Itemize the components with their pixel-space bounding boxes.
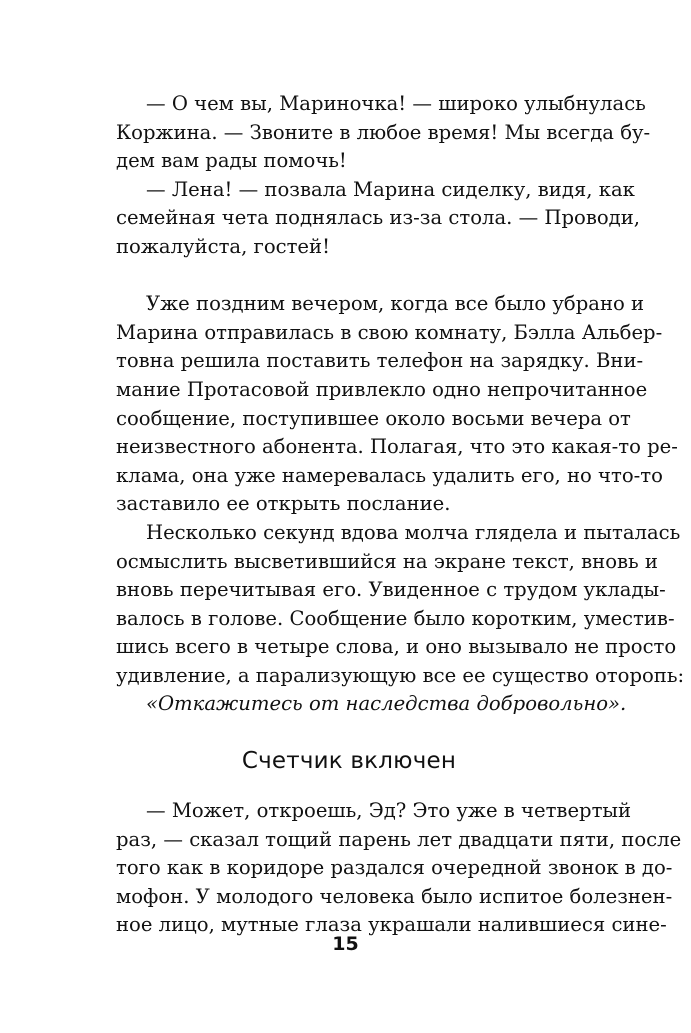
text-line: товна решила поставить телефон на зарядку. Вни- bbox=[116, 349, 644, 373]
text-line: мание Протасовой привлекло одно непрочитанное bbox=[116, 377, 648, 401]
text-line: осмыслить высветившийся на экране текст, вновь и bbox=[116, 549, 658, 573]
text-line: того как в коридоре раздался очередной звонок в до- bbox=[116, 856, 673, 880]
paragraph-dialogue-3 bbox=[116, 797, 682, 940]
text-line: неизвестного абонента. Полагая, что это какая-то ре- bbox=[116, 435, 678, 459]
text-line: вновь перечитывая его. Увиденное с трудом уклады- bbox=[116, 578, 666, 602]
chapter-heading: Счетчик включен bbox=[241, 748, 457, 775]
text-line: шись всего в четыре слова, и оно вызывало не просто bbox=[116, 635, 677, 659]
text-line: Несколько секунд вдова молча глядела и пыталась bbox=[146, 520, 681, 544]
paragraph-dialogue-1 bbox=[116, 90, 651, 176]
text-line: сообщение, поступившее около восьми вечера от bbox=[116, 406, 631, 430]
text-line: валось в голове. Сообщение было коротким, уместив- bbox=[116, 606, 675, 630]
paragraph-narrative-2 bbox=[116, 519, 685, 691]
text-line: удивление, а парализующую все ее существо оторопь: bbox=[116, 663, 685, 687]
text-line: Коржина. — Звоните в любое время! Мы всегда бу- bbox=[116, 120, 651, 144]
text-line: — Лена! — позвала Марина сиделку, видя, как bbox=[146, 177, 635, 201]
text-line: семейная чета поднялась из-за стола. — Проводи, bbox=[116, 206, 641, 230]
text-line: Марина отправилась в свою комнату, Бэлла Альбер- bbox=[116, 320, 663, 344]
text-line: пожалуйста, гостей! bbox=[116, 234, 330, 258]
text-line: заставило ее открыть послание. bbox=[116, 492, 451, 516]
page-number: 15 bbox=[332, 933, 359, 955]
text-line: мофон. У молодого человека было испитое болезнен- bbox=[116, 884, 673, 908]
paragraph-quote bbox=[116, 690, 627, 719]
book-page bbox=[116, 90, 685, 940]
paragraph-narrative-1 bbox=[116, 290, 678, 519]
text-line: клама, она уже намеревалась удалить его, но что-то bbox=[116, 463, 663, 487]
paragraph-dialogue-2 bbox=[116, 176, 641, 262]
text-line: — О чем вы, Мариночка! — широко улыбнулась bbox=[146, 92, 646, 115]
text-line: Уже поздним вечером, когда все было убрано и bbox=[146, 292, 645, 316]
quoted-message: «Откажитесь от наследства добровольно». bbox=[146, 692, 627, 716]
text-line: дем вам рады помочь! bbox=[116, 149, 347, 173]
text-line: — Может, откроешь, Эд? Это уже в четвертый bbox=[146, 799, 632, 823]
text-line: раз, — сказал тощий парень лет двадцати пяти, после bbox=[116, 827, 682, 851]
section-break bbox=[116, 262, 582, 291]
text-line: ное лицо, мутные глаза украшали налившиеся сине- bbox=[116, 913, 667, 937]
